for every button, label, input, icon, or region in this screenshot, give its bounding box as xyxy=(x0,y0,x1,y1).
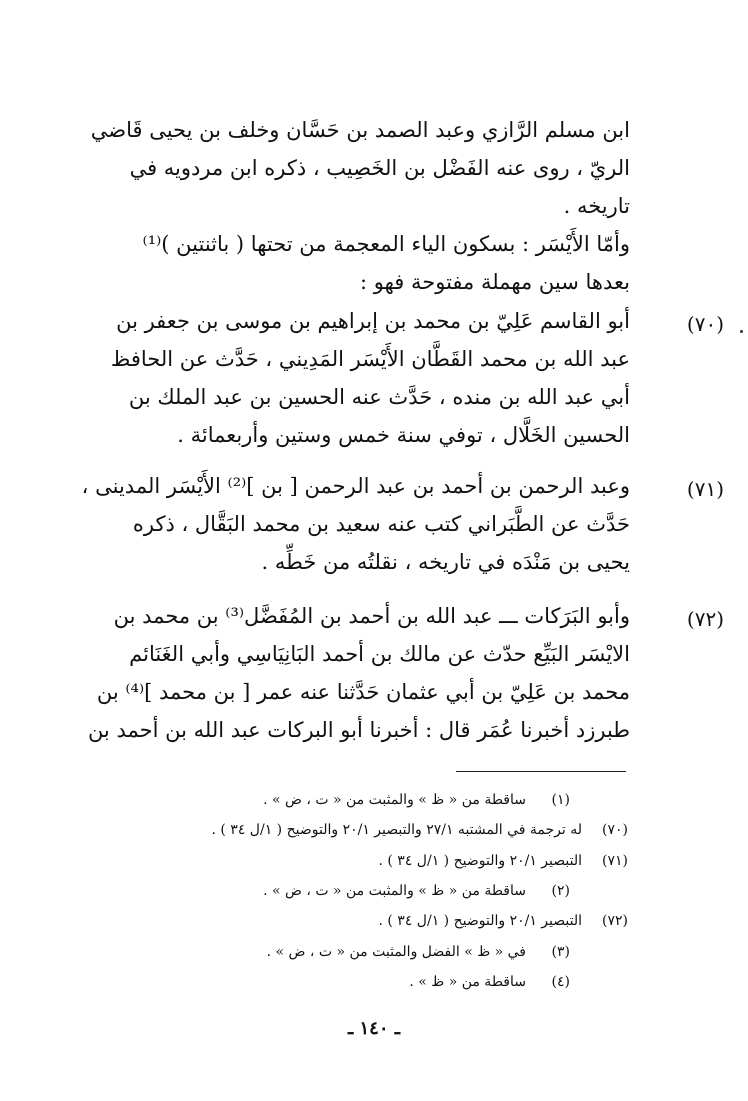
footnote-text: في « ظ » الفضل والمثبت من « ت ، ض » . xyxy=(266,944,526,960)
body-line: بعدها سين مهملة مفتوحة فهو : xyxy=(360,270,630,294)
body-line: محمد بن عَلِيّ بن أبي عثمان حَدَّثنا عنه عمر [ بن محمد ]⁽⁴⁾ بن xyxy=(96,680,630,704)
body-line: عبد الله بن محمد القَطَّان الأَيْسَر المَدِيني ، حَدَّث عن الحافظ xyxy=(110,347,630,371)
footnote-key: (٢) xyxy=(551,883,570,899)
footnote-text: التبصير ٢٠/١ والتوضيح ( ١/ل ٣٤ ) . xyxy=(378,913,582,929)
body-line: الحسين الخَلَّال ، توفي سنة خمس وستين وأربعمائة . xyxy=(177,423,630,447)
margin-mark xyxy=(740,330,743,333)
body-line: أبي عبد الله بن منده ، حَدَّث عنه الحسين بن عبد الملك بن xyxy=(128,385,630,409)
body-line: وعبد الرحمن بن أحمد بن عبد الرحمن [ بن ]⁽²⁾ الأَيْسَر المدينى ، xyxy=(81,474,630,498)
footnote-key: (١) xyxy=(551,792,570,808)
footnote-key: (٧٢) xyxy=(602,913,628,929)
entry-number: (٧٠) xyxy=(686,312,724,336)
footnote-text: التبصير ٢٠/١ والتوضيح ( ١/ل ٣٤ ) . xyxy=(378,853,582,869)
body-line: يحيى بن مَنْدَه في تاريخه ، نقلتُه من خَطِّه . xyxy=(261,550,630,574)
body-line: الريّ ، روى عنه الفَضْل بن الخَصِيب ، ذكره ابن مردويه في xyxy=(129,156,630,180)
body-line: تاريخه . xyxy=(563,194,630,218)
body-line: وأبو البَرَكات ـــ عبد الله بن أحمد بن المُفَضَّل⁽³⁾ بن محمد بن xyxy=(113,604,630,628)
footnote-key: (٧٠) xyxy=(602,822,628,838)
body-line: حَدَّث عن الطَّبَراني كتب عنه سعيد بن محمد البَقَّال ، ذكره xyxy=(132,512,630,536)
footnote-text: له ترجمة في المشتبه ٢٧/١ والتبصير ٢٠/١ والتوضيح ( ١/ل ٣٤ ) . xyxy=(211,822,582,838)
footnote-key: (٣) xyxy=(551,944,570,960)
footnote-text: ساقطة من « ظ » والمثبت من « ت ، ض » . xyxy=(263,883,526,899)
footnote-key: (٤) xyxy=(551,974,570,990)
body-line: طبرزد أخبرنا عُمَر قال : أخبرنا أبو البركات عبد الله بن أحمد بن xyxy=(87,718,630,742)
footnote-divider xyxy=(456,771,626,772)
footnote-text: ساقطة من « ظ » . xyxy=(409,974,526,990)
body-line: الايْسَر البَيِّع حدّث عن مالك بن أحمد البَانِيَاسِي وأبي الغَنَائم xyxy=(129,642,630,666)
entry-number: (٧١) xyxy=(686,477,724,501)
body-line: وأمّا الأَيْسَر : بسكون الياء المعجمة من تحتها ( باثنتين )⁽¹⁾ xyxy=(142,232,630,256)
footnote-key: (٧١) xyxy=(602,853,628,869)
body-line: ابن مسلم الرَّازي وعبد الصمد بن حَسَّان وخلف بن يحيى قَاضي xyxy=(90,118,630,142)
entry-number: (٧٢) xyxy=(686,607,724,631)
page-number: ـ ١٤٠ ـ xyxy=(347,1018,401,1039)
body-line: أبو القاسم عَلِيّ بن محمد بن إبراهيم بن موسى بن جعفر بن xyxy=(116,309,630,333)
footnote-text: ساقطة من « ظ » والمثبت من « ت ، ض » . xyxy=(263,792,526,808)
